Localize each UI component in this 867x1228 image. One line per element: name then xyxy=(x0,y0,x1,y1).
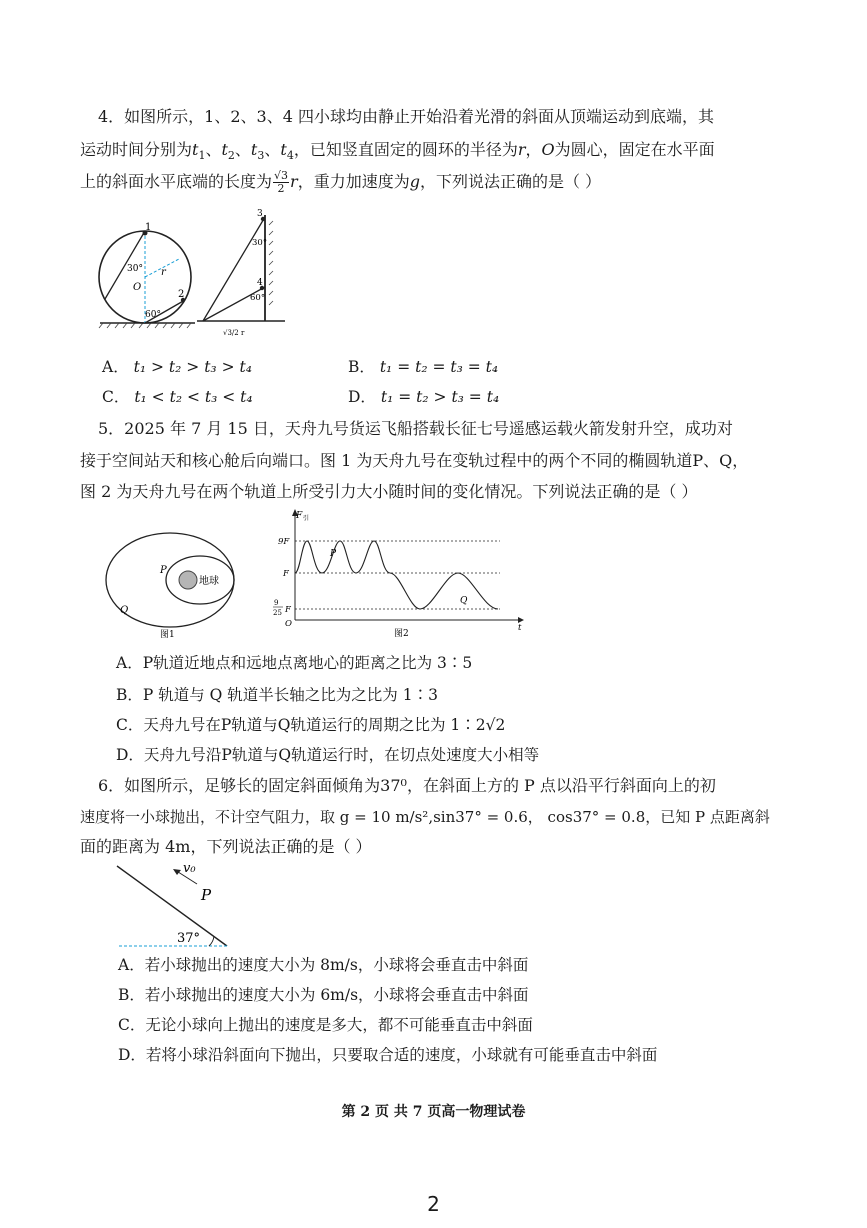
svg-text:v₀: v₀ xyxy=(183,861,196,876)
q6-line-2: 速度将一小球抛出，不计空气阻力，取 g = 10 m/s²,sin37° = 0.6， cos37° = 0.8，已知 P 点距离斜 xyxy=(80,808,770,826)
q4-incline-diagram xyxy=(197,215,285,321)
svg-text:P: P xyxy=(201,886,212,904)
svg-text:1: 1 xyxy=(145,222,152,233)
svg-text:√3/2 r: √3/2 r xyxy=(223,329,245,337)
svg-text:4: 4 xyxy=(257,278,263,288)
svg-text:30°: 30° xyxy=(252,238,268,248)
q6-option-b: B．若小球抛出的速度大小为 6m/s，小球将会垂直击中斜面 xyxy=(118,986,529,1004)
q4-line-1: 4．如图所示，1、2、3、4 四小球均由静止开始沿着光滑的斜面从顶端运动到底端，其 xyxy=(98,107,714,126)
page-footer: 第 2 页 共 7 页高一物理试卷 xyxy=(341,1104,526,1120)
svg-text:Q: Q xyxy=(120,605,129,616)
q6-line-1: 6．如图所示，足够长的固定斜面倾角为37⁰，在斜面上方的 P 点以沿平行斜面向上的初 xyxy=(98,776,716,795)
svg-text:3: 3 xyxy=(257,209,263,219)
q4-line-2: 运动时间分别为$t_1$、$t_2$、$t_3$、$t_4$，已知竖直固定的圆环的半径为r，O为圆心，固定在水平面 xyxy=(80,140,715,163)
q5-option-a: A．P轨道近地点和远地点离地心的距离之比为 3∶5 xyxy=(116,654,473,672)
svg-text:t: t xyxy=(518,623,522,633)
q4-option-a: A． t₁ > t₂ > t₃ > t₄ xyxy=(102,358,252,376)
svg-text:Q: Q xyxy=(460,596,468,606)
q6-option-d: D．若将小球沿斜面向下抛出，只要取合适的速度，小球就有可能垂直击中斜面 xyxy=(118,1046,658,1064)
q4-figure xyxy=(95,205,295,340)
svg-text:60°: 60° xyxy=(250,293,266,303)
q5-option-d: D．天舟九号沿P轨道与Q轨道运行时，在切点处速度大小相等 xyxy=(116,746,540,764)
svg-text:9: 9 xyxy=(274,599,279,607)
svg-text:9F: 9F xyxy=(278,537,290,547)
q5-line-2: 接于空间站天和核心舱后向端口。图 1 为天舟九号在变轨过程中的两个不同的椭圆轨道P、Q， xyxy=(80,451,749,470)
svg-text:图2: 图2 xyxy=(394,629,409,639)
q5-figure-1-orbits xyxy=(104,525,244,640)
svg-text:O: O xyxy=(285,619,292,629)
q5-option-c: C．天舟九号在P轨道与Q轨道运行的周期之比为 1∶2√2 xyxy=(116,716,506,734)
q6-figure-incline xyxy=(115,860,235,950)
q6-option-c: C．无论小球向上抛出的速度是多大，都不可能垂直击中斜面 xyxy=(118,1016,533,1034)
q5-line-3: 图 2 为天舟九号在两个轨道上所受引力大小随时间的变化情况。下列说法正确的是（ ） xyxy=(80,482,698,501)
svg-text:引: 引 xyxy=(303,515,310,522)
q5-option-b: B．P 轨道与 Q 轨道半长轴之比为之比为 1∶3 xyxy=(116,686,438,704)
svg-text:P: P xyxy=(330,549,337,559)
page-number: 2 xyxy=(427,1192,440,1216)
svg-text:P: P xyxy=(160,565,167,576)
svg-text:25: 25 xyxy=(273,609,282,617)
svg-text:60°: 60° xyxy=(145,310,161,320)
svg-text:30°: 30° xyxy=(127,264,143,274)
svg-text:F: F xyxy=(285,605,291,615)
svg-text:图1: 图1 xyxy=(160,630,175,640)
q6-option-a: A．若小球抛出的速度大小为 8m/s，小球将会垂直击中斜面 xyxy=(118,956,529,974)
svg-text:2: 2 xyxy=(178,289,185,300)
q4-option-b: B． t₁ = t₂ = t₃ = t₄ xyxy=(348,358,499,376)
svg-text:F: F xyxy=(296,511,303,521)
q4-line-3: 上的斜面水平底端的长度为 $\frac{√3}{2}$ r，重力加速度为g，下列说法正确的是（ ） xyxy=(80,169,602,195)
q5-line-1: 5．2025 年 7 月 15 日，天舟九号货运飞船搭载长征七号遥感运载火箭发射升空，成功对 xyxy=(98,419,733,438)
svg-text:r: r xyxy=(161,267,166,278)
fraction-sqrt3-over-2: $\frac{√3}{2}$ xyxy=(274,169,289,195)
svg-text:37°: 37° xyxy=(177,931,201,946)
svg-text:地球: 地球 xyxy=(199,576,219,587)
q4-option-c: C． t₁ < t₂ < t₃ < t₄ xyxy=(102,388,253,406)
svg-text:F: F xyxy=(283,569,289,579)
q4-option-d: D． t₁ = t₂ > t₃ = t₄ xyxy=(348,388,500,406)
q6-line-3: 面的距离为 4m，下列说法正确的是（ ） xyxy=(80,837,372,856)
q5-figure-2-force-graph xyxy=(270,508,525,643)
svg-text:O: O xyxy=(133,282,142,293)
